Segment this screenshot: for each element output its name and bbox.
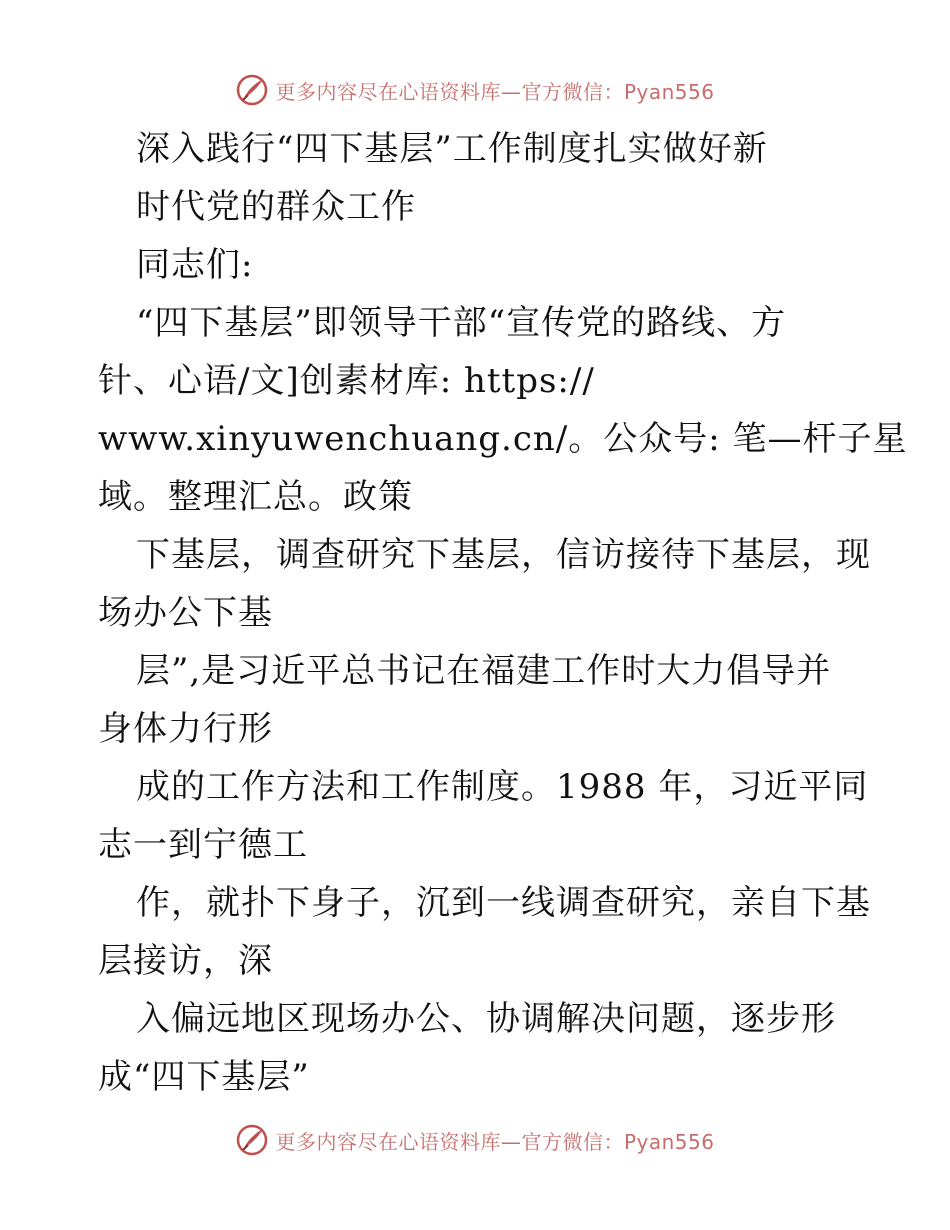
text-line-16: 入偏远地区现场办公、协调解决问题，逐步形 <box>136 999 836 1039</box>
header-banner <box>0 70 950 110</box>
text-line-2: 时代党的群众工作 <box>136 187 416 227</box>
banner-text <box>275 1126 714 1155</box>
banner-wechat: 官方微信：Pyan556 <box>521 79 715 104</box>
text-line-1: 深入践行“四下基层”工作制度扎实做好新 <box>136 129 768 169</box>
quill-logo-icon <box>235 1123 269 1157</box>
banner-title: 更多内容尽在心语资料库 <box>275 1129 501 1154</box>
text-line-14: 作，就扑下身子，沉到一线调查研究，亲自下基 <box>136 883 871 923</box>
text-line-12: 成的工作方法和工作制度。1988 年，习近平同 <box>136 767 869 807</box>
text-line-7: 域。整理汇总。政策 <box>98 477 413 517</box>
text-line-9: 场办公下基 <box>98 593 273 633</box>
banner-separator: — <box>500 79 522 104</box>
banner-separator: — <box>500 1129 522 1154</box>
text-line-10: 层”,是习近平总书记在福建工作时大力倡导并 <box>136 651 832 691</box>
text-line-3: 同志们: <box>136 245 254 285</box>
banner-title: 更多内容尽在心语资料库 <box>275 79 501 104</box>
text-line-11: 身体力行形 <box>98 709 273 749</box>
text-line-13: 志一到宁德工 <box>98 825 308 865</box>
quill-logo-icon <box>235 73 269 107</box>
text-line-6: www.xinyuwenchuang.cn/。公众号: 笔—杆子星 <box>98 419 908 459</box>
text-line-17: 成“四下基层” <box>98 1057 310 1097</box>
text-line-5: 针、心语/文]创素材库: https:// <box>98 361 595 401</box>
footer-banner <box>0 1120 950 1160</box>
text-line-15: 层接访，深 <box>98 941 273 981</box>
banner-wechat: 官方微信：Pyan556 <box>521 1129 715 1154</box>
text-line-4: “四下基层”即领导干部“宣传党的路线、方 <box>136 303 787 343</box>
banner-text <box>275 76 714 105</box>
text-line-8: 下基层，调查研究下基层，信访接待下基层，现 <box>136 535 871 575</box>
document-body <box>98 120 908 1106</box>
